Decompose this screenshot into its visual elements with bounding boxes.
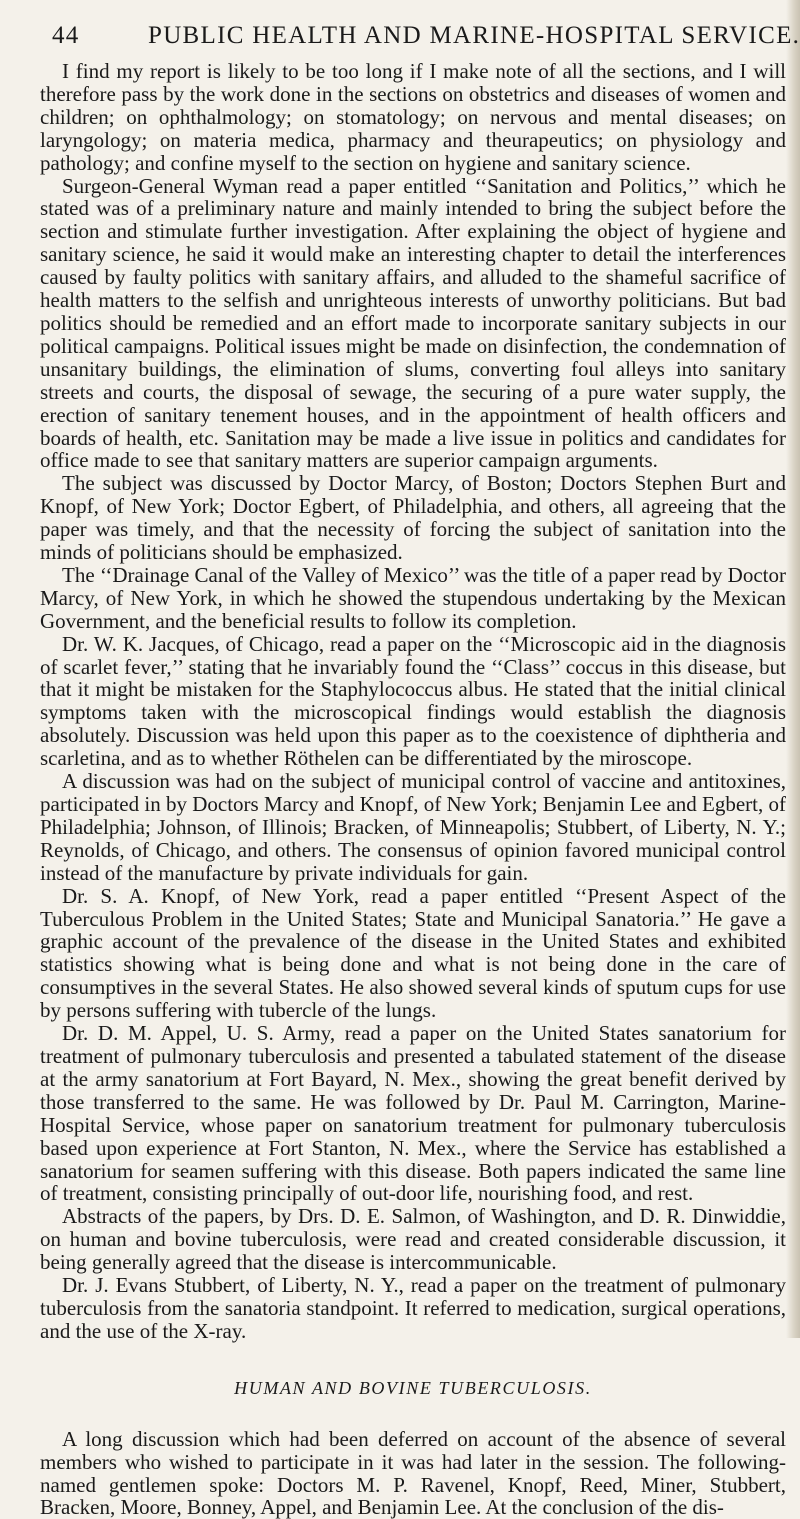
- paragraph-scarlet-fever: Dr. W. K. Jacques, of Chicago, read a paper on the ‘‘Microscopic aid in the diagnosis of scarlet fever,’’ stating that he invariably found the ‘‘Class’’ coccus in this disease, but that it might be mistaken for the Staphylococcus albus. He stated that the initial clinical symptoms taken with the microscopical findings would establish the diagnosis absolutely. Discussion was held upon this paper as to the coexistence of diphtheria and scarletina, and as to whether Röthelen can be differentiated by the miroscope.: [40, 631, 786, 771]
- paragraph-stubbert: Dr. J. Evans Stubbert, of Liberty, N. Y., read a paper on the treatment of pulmonary tuberculosis from the sanatoria standpoint. It referred to medication, surgical operations, and the use of the X-ray.: [40, 1273, 786, 1343]
- page-number: 44: [52, 22, 80, 49]
- section-heading: HUMAN AND BOVINE TUBERCULOSIS.: [234, 1377, 592, 1398]
- paragraph-abstracts: Abstracts of the papers, by Drs. D. E. Salmon, of Washington, and D. R. Dinwiddie, on human and bovine tuberculosis, were read and created considerable discussion, it being generally agreed that the disease is intercommunicable.: [40, 1204, 786, 1275]
- paragraph-closing: A long discussion which had been deferred on account of the absence of several members who wished to participate in it was had later in the session. The following-named gentlemen spoke: Doctors M. P. Ravenel, Knopf, Reed, Miner, Stubbert, Bracken, Moore, Bonney, Appel, and Benjamin Lee. At the conclusion of the dis-: [40, 1426, 786, 1519]
- running-head: [40, 18, 800, 58]
- closing-text: [40, 1428, 786, 1519]
- page-edge-shadow: [786, 0, 800, 1338]
- running-title: PUBLIC HEALTH AND MARINE-HOSPITAL SERVICE.: [148, 22, 800, 49]
- paragraph-discussion-marcy: The subject was discussed by Doctor Marcy, of Boston; Doctors Stephen Burt and Knopf, of New York; Doctor Egbert, of Philadelphia, and others, all agreeing that the paper was timely, and that the necessity of forcing the subject of sanitation into the minds of politicians should be emphasized.: [40, 471, 786, 565]
- paragraph-vaccine-control: A discussion was had on the subject of municipal control of vaccine and antitoxines, participated in by Doctors Marcy and Knopf, of New York; Benjamin Lee and Egbert, of Philadelphia; Johnson, of Illinois; Bracken, of Minneapolis; Stubbert, of Liberty, N. Y.; Reynolds, of Chicago, and others. The consensus of opinion favored municipal control instead of the manufacture by private individuals for gain.: [40, 769, 786, 885]
- document-page: [40, 18, 800, 1519]
- paragraph-army-sanatorium: Dr. D. M. Appel, U. S. Army, read a paper on the United States sanatorium for treatment of pulmonary tuberculosis and presented a tabulated statement of the disease at the army sanatorium at Fort Bayard, N. Mex., showing the great benefit derived by those transferred to the same. He was followed by Dr. Paul M. Carrington, Marine-Hospital Service, whose paper on sanatorium treatment for pulmonary tuberculosis based upon experience at Fort Stanton, N. Mex., where the Service has established a sanatorium for seamen suffering with this disease. Both papers indicated the same line of treatment, consisting principally of out-door life, nourishing food, and rest.: [40, 1021, 786, 1206]
- paragraph-sections-report: I find my report is likely to be too long if I make note of all the sections, and I will therefore pass by the work done in the sections on obstetrics and diseases of women and children; on ophthalmology; on stomatology; on nervous and mental diseases; on laryngology; on materia medica, pharmacy and theurapeutics; on physiology and pathology; and confine myself to the section on hygiene and sanitary science.: [40, 59, 786, 175]
- paragraph-tuberculous-problem: Dr. S. A. Knopf, of New York, read a paper entitled ‘‘Present Aspect of the Tuberculous Problem in the United States; State and Municipal Sanatoria.’’ He gave a graphic account of the prevalence of the disease in the United States and exhibited statistics showing what is being done and what is not being done in the care of consumptives in the several States. He also showed several kinds of sputum cups for use by persons suffering with tubercle of the lungs.: [40, 883, 786, 1023]
- paragraph-drainage-canal: The ‘‘Drainage Canal of the Valley of Mexico’’ was the title of a paper read by Doctor Marcy, of New York, in which he showed the stupendous undertaking by the Mexican Government, and the beneficial results to follow its completion.: [40, 562, 786, 633]
- body-text: [40, 60, 786, 1343]
- paragraph-sanitation-politics: Surgeon-General Wyman read a paper entitled ‘‘Sanitation and Politics,’’ which he stated was of a preliminary nature and mainly intended to bring the subject before the section and stimulate further investigation. After explaining the object of hygiene and sanitary science, he said it would make an interesting chapter to detail the interferences caused by faulty politics with sanitary affairs, and alluded to the shameful sacrifice of health matters to the selfish and unrighteous interests of unworthy politicians. But bad politics should be remedied and an effort made to incorporate sanitary subjects in our political campaigns. Political issues might be made on disinfection, the condemnation of unsanitary buildings, the elimination of slums, converting foul alleys into sanitary streets and courts, the disposal of sewage, the securing of a pure water supply, the erection of sanitary tenement houses, and in the appointment of health officers and boards of health, etc. Sanitation may be made a live issue in politics and candidates for office made to see that sanitary matters are superior campaign arguments.: [40, 173, 786, 473]
